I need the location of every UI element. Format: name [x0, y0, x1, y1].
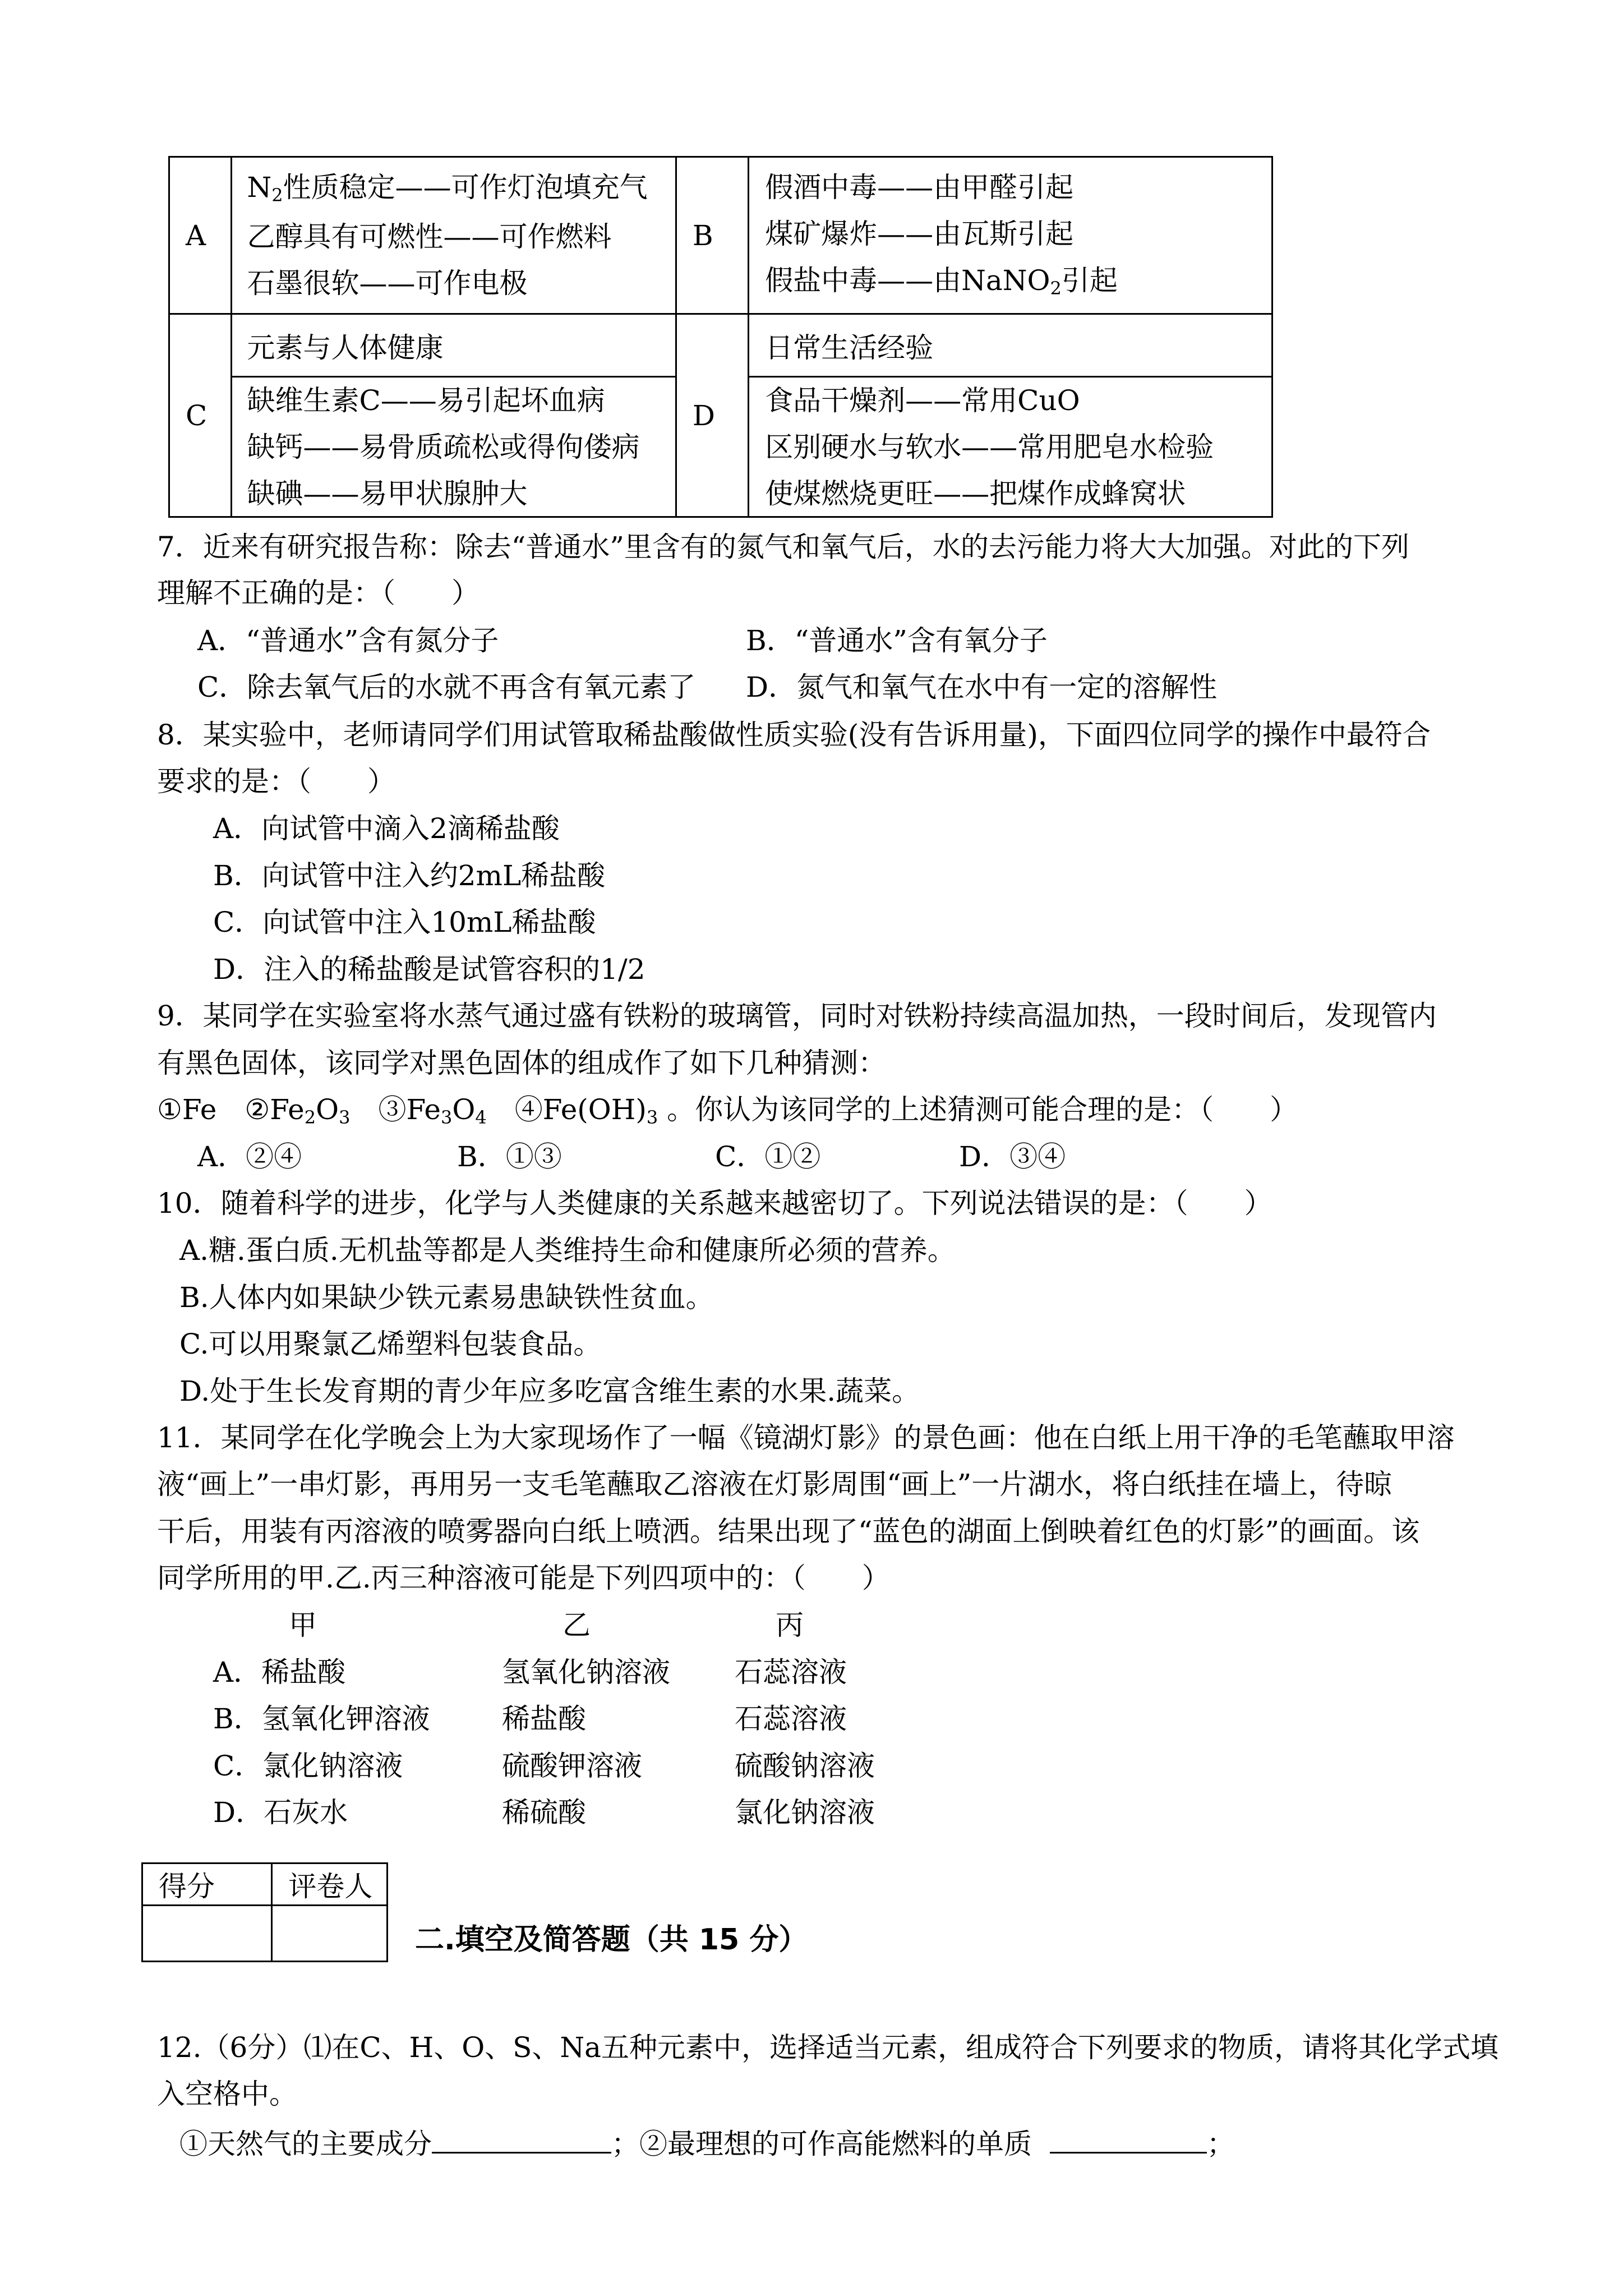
option-c-header: 元素与人体健康	[232, 314, 676, 377]
q11-header-jia: 甲	[289, 1609, 317, 1641]
score-field[interactable]	[142, 1906, 272, 1962]
grader-field[interactable]	[272, 1906, 388, 1962]
option-a-line-3: 石墨很软——可作电极	[247, 267, 528, 300]
option-d-line-2: 区别硬水与软水——常用肥皂水检验	[765, 430, 1214, 463]
q10-option-d: D.处于生长发育期的青少年应多吃富含维生素的水果.蔬菜。	[179, 1375, 920, 1407]
grader-label: 评卷人	[272, 1864, 388, 1906]
q11-stem-line-4: 同学所用的甲.乙.丙三种溶液可能是下列四项中的：（ ）	[157, 1562, 890, 1594]
q9-stem-line-2: 有黑色固体，该同学对黑色固体的组成作了如下几种猜测：	[157, 1047, 886, 1079]
comparison-table	[168, 156, 1273, 518]
option-d-header: 日常生活经验	[749, 314, 1272, 377]
q7-stem-line-2: 理解不正确的是：（ ）	[157, 577, 479, 609]
q12-part-2-label: ；②最理想的可作高能燃料的单质	[611, 2128, 1032, 2160]
q8-option-c: C．向试管中注入10mL稀盐酸	[213, 906, 596, 938]
q12-blank-1[interactable]	[432, 2127, 611, 2154]
option-a-line-1: $N_2$性质稳定——可作灯泡填充气	[247, 171, 648, 206]
option-d-line-3: 使煤燃烧更旺——把煤作成蜂窝状	[765, 477, 1186, 510]
q7-stem-line-1: 7．近来有研究报告称：除去“普通水”里含有的氮气和氧气后，水的去污能力将大大加强。对此的下列	[157, 531, 1409, 563]
q7-option-b: B．“普通水”含有氧分子	[746, 624, 1048, 657]
q12-fill-line	[179, 2127, 1235, 2158]
q8-option-d: D．注入的稀盐酸是试管容积的1/2	[213, 953, 645, 986]
q10-stem: 10．随着科学的进步，化学与人类健康的关系越来越密切了。下列说法错误的是：（ ）	[157, 1187, 1272, 1220]
q11-stem-line-1: 11．某同学在化学晚会上为大家现场作了一幅《镜湖灯影》的景色画：他在白纸上用干净的毛笔蘸取甲溶	[157, 1421, 1455, 1454]
q11-row-a-jia: A．稀盐酸	[213, 1656, 346, 1688]
q11-row-a-yi: 氢氧化钠溶液	[502, 1656, 670, 1688]
q9-stem-line-1: 9．某同学在实验室将水蒸气通过盛有铁粉的玻璃管，同时对铁粉持续高温加热，一段时间后，发现管内	[157, 1000, 1437, 1032]
q11-header-bing: 丙	[776, 1609, 804, 1641]
q7-option-d: D．氮气和氧气在水中有一定的溶解性	[746, 671, 1218, 703]
q9-option-c: C．①②	[715, 1140, 821, 1173]
option-b-line-3: 假盐中毒——由NaNO$_2$引起	[765, 264, 1118, 299]
q11-header-yi: 乙	[562, 1609, 591, 1641]
q9-option-b: B．①③	[457, 1140, 562, 1173]
q11-row-c-jia: C．氯化钠溶液	[213, 1750, 403, 1782]
q11-row-d-jia: D．石灰水	[213, 1796, 348, 1829]
option-b-label: B	[676, 157, 748, 314]
option-c-line-1: 缺维生素C——易引起坏血病	[247, 384, 605, 417]
q12-stem-line-2: 入空格中。	[157, 2078, 297, 2110]
q11-stem-line-2: 液“画上”一串灯影，再用另一支毛笔蘸取乙溶液在灯影周围“画上”一片湖水，将白纸挂在墙上，待晾	[157, 1468, 1393, 1501]
option-b-line-1: 假酒中毒——由甲醛引起	[765, 171, 1074, 204]
q8-stem-line-2: 要求的是：（ ）	[157, 765, 395, 798]
q10-option-b: B.人体内如果缺少铁元素易患缺铁性贫血。	[179, 1281, 714, 1314]
q11-row-b-bing: 石蕊溶液	[735, 1703, 847, 1735]
score-box	[141, 1862, 388, 1962]
option-c-content	[232, 377, 676, 517]
q11-row-d-bing: 氯化钠溶液	[735, 1796, 875, 1829]
q11-stem-line-3: 干后，用装有丙溶液的喷雾器向白纸上喷洒。结果出现了“蓝色的湖面上倒映着红色的灯影”的画面。该	[157, 1515, 1420, 1548]
q10-option-a: A.糖.蛋白质.无机盐等都是人类维持生命和健康所必须的营养。	[179, 1234, 956, 1267]
q9-option-d: D．③④	[959, 1140, 1066, 1173]
option-c-label: C	[169, 314, 232, 517]
q7-option-c: C．除去氧气后的水就不再含有氧元素了	[197, 671, 696, 703]
option-a-label: A	[169, 157, 232, 314]
q8-option-a: A．向试管中滴入2滴稀盐酸	[213, 812, 560, 845]
q11-row-c-bing: 硫酸钠溶液	[735, 1750, 875, 1782]
q10-option-c: C.可以用聚氯乙烯塑料包装食品。	[179, 1328, 602, 1360]
score-label: 得分	[142, 1864, 272, 1906]
q9-option-a: A．②④	[197, 1140, 302, 1173]
option-d-label: D	[676, 314, 748, 517]
section-2-title: 二.填空及简答题（共 15 分）	[415, 1923, 808, 1957]
q12-blank-2[interactable]	[1050, 2127, 1207, 2154]
q11-row-a-bing: 石蕊溶液	[735, 1656, 847, 1688]
option-a-content	[232, 157, 676, 314]
q11-row-c-yi: 硫酸钾溶液	[502, 1750, 642, 1782]
option-c-line-3: 缺碘——易甲状腺肿大	[247, 477, 528, 510]
option-d-content	[749, 377, 1272, 517]
option-b-line-2: 煤矿爆炸——由瓦斯引起	[765, 218, 1074, 250]
option-b-content	[749, 157, 1272, 314]
q12-stem-line-1: 12.（6分）⑴在C、H、O、S、Na五种元素中，选择适当元素，组成符合下列要求的物质，请将其化学式填	[157, 2031, 1498, 2064]
q8-option-b: B．向试管中注入约2mL稀盐酸	[213, 859, 606, 892]
q7-option-a: A．“普通水”含有氮分子	[197, 624, 499, 657]
option-d-line-1: 食品干燥剂——常用CuO	[765, 384, 1080, 417]
q8-stem-line-1: 8．某实验中，老师请同学们用试管取稀盐酸做性质实验(没有告诉用量)，下面四位同学的操作中最符合	[157, 719, 1431, 751]
q11-row-b-jia: B．氢氧化钾溶液	[213, 1703, 430, 1735]
q11-row-d-yi: 稀硫酸	[502, 1796, 586, 1829]
option-a-line-2: 乙醇具有可燃性——可作燃料	[247, 220, 612, 253]
q9-stem-line-3: ①Fe $②Fe_2O_3$ $③Fe_3O_4$ $④Fe(OH)_3$ 。你认为该同学的上述猜测可能合理的是：（ ）	[157, 1093, 1298, 1128]
q12-end-mark: ；	[1206, 2128, 1235, 2160]
q12-part-1-label: ①天然气的主要成分	[179, 2128, 432, 2160]
option-c-line-2: 缺钙——易骨质疏松或得佝偻病	[247, 430, 640, 463]
q11-row-b-yi: 稀盐酸	[502, 1703, 586, 1735]
